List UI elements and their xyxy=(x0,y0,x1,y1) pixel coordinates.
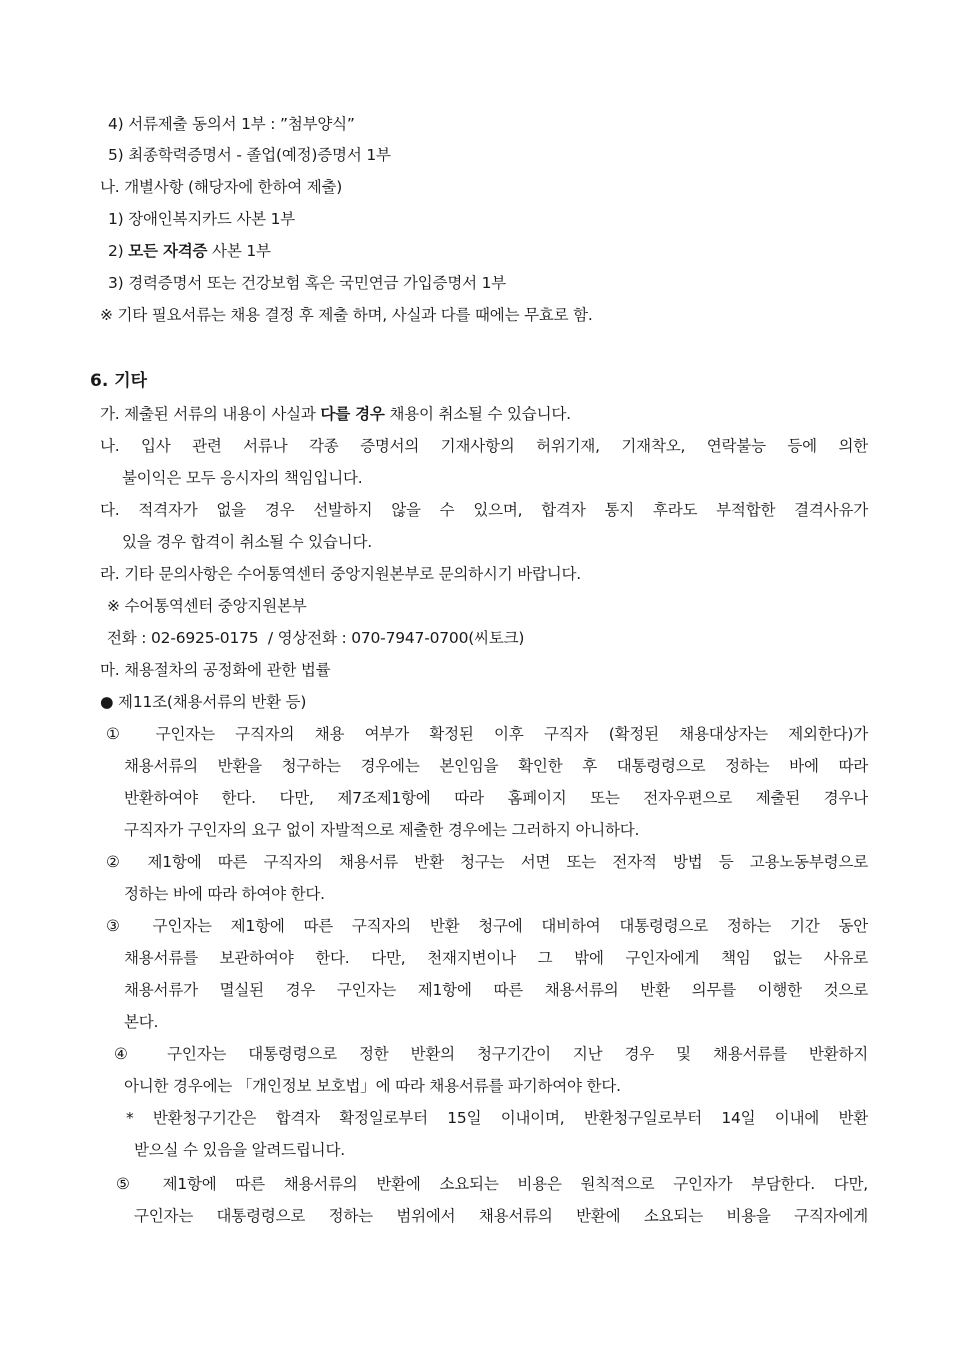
paragraph-3-line-1: ③ 구인자는 제1항에 따른 구직자의 반환 청구에 대비하여 대통령령으로 정하는 기간 동안 xyxy=(106,917,868,935)
item-na-line-2: 불이익은 모두 응시자의 책임입니다. xyxy=(122,469,363,487)
item-da-line-1: 다. 적격자가 없을 경우 선발하지 않을 수 있으며, 합격자 통지 후라도 부적합한 결격사유가 xyxy=(100,501,868,519)
required-doc-item-4: 4) 서류제출 동의서 1부 : ”첨부양식” xyxy=(108,115,355,133)
item-na-line-1: 나. 입사 관련 서류나 각종 증명서의 기재사항의 허위기재, 기재착오, 연락불능 등에 의한 xyxy=(100,437,868,455)
paragraph-5-line-2: 구인자는 대통령령으로 정하는 범위에서 채용서류의 반환에 소요되는 비용을 구직자에게 xyxy=(134,1207,868,1225)
paragraph-1-line-3: 반환하여야 한다. 다만, 제7조제1항에 따라 홈페이지 또는 전자우편으로 제출된 경우나 xyxy=(124,789,868,807)
paragraph-3-line-4: 본다. xyxy=(124,1013,159,1031)
item-da-line-2: 있을 경우 합격이 취소될 수 있습니다. xyxy=(122,533,372,551)
individual-item-3: 3) 경력증명서 또는 건강보험 혹은 국민연금 가입증명서 1부 xyxy=(108,274,507,292)
item-ra: 라. 기타 문의사항은 수어통역센터 중앙지원본부로 문의하시기 바랍니다. xyxy=(100,565,582,583)
item-text: 가. 제출된 서류의 내용이 사실과 xyxy=(100,405,321,423)
return-period-note-line-2: 받으실 수 있음을 알려드립니다. xyxy=(134,1141,345,1159)
item-ma: 마. 채용절차의 공정화에 관한 법률 xyxy=(100,661,331,679)
emphasis-text: 모든 자격증 xyxy=(128,242,208,260)
item-number: 2) xyxy=(108,242,129,260)
item-ga xyxy=(100,404,571,424)
paragraph-4-line-2: 아니한 경우에는 「개인정보 보호법」에 따라 채용서류를 파기하여야 한다. xyxy=(124,1077,621,1095)
emphasis-text: 다를 경우 xyxy=(320,405,385,423)
required-doc-item-5: 5) 최종학력증명서 - 졸업(예정)증명서 1부 xyxy=(108,146,391,164)
paragraph-2-line-1: ② 제1항에 따른 구직자의 채용서류 반환 청구는 서면 또는 전자적 방법 등 고용노동부령으로 xyxy=(106,853,868,871)
paragraph-5-line-1: ⑤ 제1항에 따른 채용서류의 반환에 소요되는 비용은 원칙적으로 구인자가 부담한다. 다만, xyxy=(116,1175,868,1193)
individual-items-title: 나. 개별사항 (해당자에 한하여 제출) xyxy=(100,178,343,196)
article-11-title: ● 제11조(채용서류의 반환 등) xyxy=(100,693,307,711)
individual-item-2 xyxy=(108,241,271,261)
item-text: 채용이 취소될 수 있습니다. xyxy=(384,405,571,423)
item-text: 사본 1부 xyxy=(207,242,271,260)
paragraph-3-line-2: 채용서류를 보관하여야 한다. 다만, 천재지변이나 그 밖에 구인자에게 책임 없는 사유로 xyxy=(124,949,868,967)
section-6-title: 6. 기타 xyxy=(90,371,148,391)
paragraph-3-line-3: 채용서류가 멸실된 경우 구인자는 제1항에 따른 채용서류의 반환 의무를 이행한 것으로 xyxy=(124,981,868,999)
paragraph-1-line-2: 채용서류의 반환을 청구하는 경우에는 본인임을 확인한 후 대통령령으로 정하는 바에 따라 xyxy=(124,757,868,775)
paragraph-1-line-1: ① 구인자는 구직자의 채용 여부가 확정된 이후 구직자 (확정된 채용대상자는 제외한다)가 xyxy=(106,725,868,743)
submission-note: ※ 기타 필요서류는 채용 결정 후 제출 하며, 사실과 다를 때에는 무효로 함. xyxy=(100,306,593,324)
individual-item-1: 1) 장애인복지카드 사본 1부 xyxy=(108,210,296,228)
return-period-note-line-1: * 반환청구기간은 합격자 확정일로부터 15일 이내이며, 반환청구일로부터 14일 이내에 반환 xyxy=(126,1109,868,1127)
paragraph-2-line-2: 정하는 바에 따라 하여야 한다. xyxy=(124,885,325,903)
contact-organization: ※ 수어통역센터 중앙지원본부 xyxy=(107,597,307,615)
paragraph-1-line-4: 구직자가 구인자의 요구 없이 자발적으로 제출한 경우에는 그러하지 아니하다. xyxy=(124,821,640,839)
paragraph-4-line-1: ④ 구인자는 대통령령으로 정한 반환의 청구기간이 지난 경우 및 채용서류를 반환하지 xyxy=(114,1045,868,1063)
contact-phone: 전화 : 02-6925-0175 / 영상전화 : 070-7947-0700(씨토크) xyxy=(107,629,525,647)
